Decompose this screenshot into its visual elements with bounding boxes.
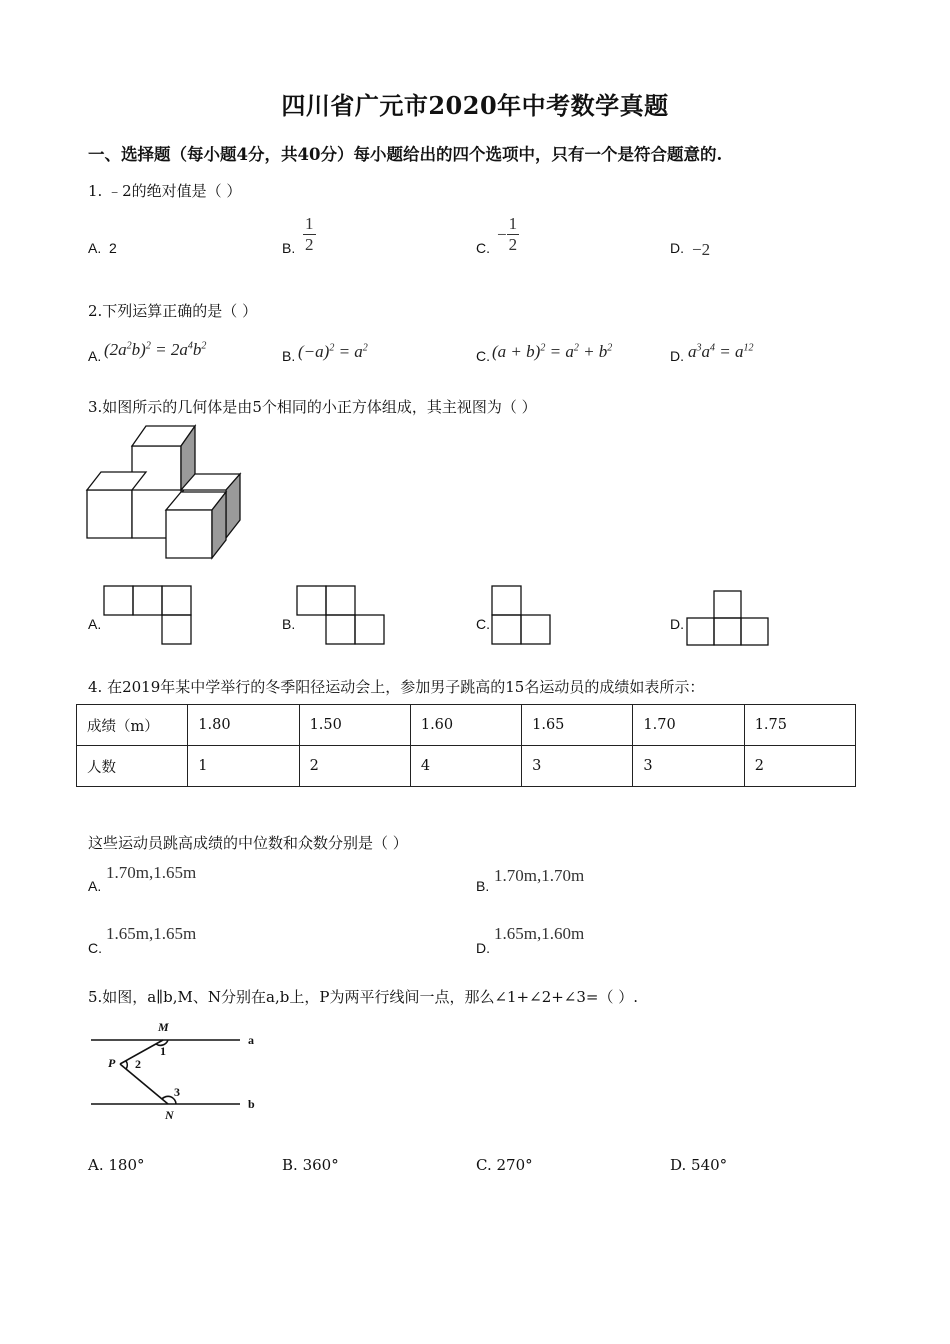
- label-1: 1: [160, 1044, 166, 1058]
- q5-c-value: 270°: [496, 1156, 533, 1174]
- q3-d-label: D.: [670, 616, 684, 632]
- table-cell: 3: [522, 746, 633, 787]
- label-P: P: [108, 1056, 116, 1070]
- q4-question: 这些运动员跳高成绩的中位数和众数分别是（ ）: [88, 834, 408, 852]
- q5-b-value: 360°: [302, 1156, 339, 1174]
- cube-left-front: [87, 490, 132, 538]
- angle-2-arc: [126, 1061, 127, 1069]
- cube-front-front: [166, 510, 212, 558]
- q1-d-value: −2: [692, 240, 711, 259]
- segment-pn: [120, 1064, 168, 1104]
- label-3: 3: [174, 1085, 180, 1099]
- q1-option-b-fraction: [303, 214, 316, 255]
- q5-d-value: 540°: [691, 1156, 728, 1174]
- q1-c-numerator: 1: [508, 214, 518, 233]
- label-N: N: [165, 1108, 174, 1122]
- q5-parallel-lines-figure: [88, 1018, 268, 1126]
- table-cell: 1: [188, 746, 299, 787]
- q3-option-d-view: [686, 590, 770, 646]
- q2-option-c-expression: $(a + b)^2 = a^2 + b^2$: [492, 342, 613, 361]
- q5-stem: 5.如图，a∥b,M、N分别在a,b上，P为两平行线间一点，那么∠1+∠2+∠3=（ ）.: [88, 988, 639, 1006]
- q1-c-sign: −: [497, 224, 507, 244]
- label-b: b: [248, 1097, 255, 1111]
- table-cell: 人数: [77, 746, 188, 787]
- q3-b-label: B.: [282, 616, 296, 632]
- q1-c-denominator: 2: [508, 235, 518, 254]
- q2-c-label: C.: [476, 348, 490, 364]
- table-cell: 1.50: [299, 705, 410, 746]
- section-heading: 一、选择题（每小题4分，共40分）每小题给出的四个选项中，只有一个是符合题意的.: [88, 145, 723, 164]
- label-2: 2: [135, 1057, 141, 1071]
- q3-c-label: C.: [476, 616, 490, 632]
- q3-solid-figure: [84, 420, 248, 562]
- q5-a-value: 180°: [108, 1156, 145, 1174]
- q4-c-label: C.: [88, 940, 102, 956]
- q2-d-label: D.: [670, 348, 684, 364]
- q1-stem: 1. ﹣2的绝对值是（ ）: [88, 182, 242, 200]
- cube-top-front: [132, 446, 181, 494]
- q5-option-a: [88, 1156, 145, 1174]
- q1-option-c-fraction: [497, 214, 519, 255]
- table-row: [77, 705, 856, 746]
- q5-option-c: [476, 1156, 533, 1174]
- q5-option-b: [282, 1156, 339, 1174]
- q3-stem: 3.如图所示的几何体是由5个相同的小正方体组成，其主视图为（ ）: [88, 398, 537, 416]
- table-row: [77, 746, 856, 787]
- q5-a-label: A.: [88, 1156, 104, 1174]
- q4-d-value: 1.65m,1.60m: [494, 924, 585, 943]
- table-cell: 2: [299, 746, 410, 787]
- q1-a-value: 2: [109, 240, 117, 256]
- q5-c-label: C.: [476, 1156, 492, 1174]
- q1-a-label: A.: [88, 240, 102, 256]
- q2-stem: 2.下列运算正确的是（ ）: [88, 302, 258, 320]
- table-cell: 1.60: [410, 705, 521, 746]
- q4-b-value: 1.70m,1.70m: [494, 866, 585, 885]
- q4-c-value: 1.65m,1.65m: [106, 924, 197, 943]
- table-cell: 1.65: [522, 705, 633, 746]
- q4-b-label: B.: [476, 878, 490, 894]
- table-cell: 4: [410, 746, 521, 787]
- q4-d-label: D.: [476, 940, 490, 956]
- page-title: 四川省广元市2020年中考数学真题: [281, 91, 669, 120]
- q5-b-label: B.: [282, 1156, 298, 1174]
- q4-a-label: A.: [88, 878, 102, 894]
- q1-option-a: [88, 240, 117, 256]
- q2-a-label: A.: [88, 348, 102, 364]
- q1-b-label: B.: [282, 240, 296, 256]
- table-cell: 2: [744, 746, 855, 787]
- q5-option-d: [670, 1156, 727, 1174]
- q5-d-label: D.: [670, 1156, 687, 1174]
- table-cell: 3: [633, 746, 744, 787]
- q3-option-b-view: [296, 585, 386, 645]
- table-cell: 1.70: [633, 705, 744, 746]
- q1-c-label: C.: [476, 240, 490, 256]
- q3-a-label: A.: [88, 616, 102, 632]
- q1-b-denominator: 2: [305, 235, 314, 254]
- q1-b-numerator: 1: [305, 214, 314, 233]
- q1-d-label: D.: [670, 240, 684, 256]
- label-a: a: [248, 1033, 254, 1047]
- label-M: M: [158, 1020, 169, 1034]
- score-table: [76, 704, 856, 787]
- table-cell: 1.75: [744, 705, 855, 746]
- q2-option-d-expression: $a^3a^4 = a^{12}$: [688, 342, 754, 361]
- q4-stem: 4. 在2019年某中学举行的冬季阳径运动会上，参加男子跳高的15名运动员的成绩如表所示：: [88, 678, 705, 696]
- q4-a-value: 1.70m,1.65m: [106, 863, 197, 882]
- q3-option-a-view: [103, 585, 193, 645]
- table-cell: 成绩（m）: [77, 705, 188, 746]
- q2-option-a-expression: $(2a^2b)^2 = 2a^4b^2$: [104, 340, 207, 359]
- q2-b-label: B.: [282, 348, 296, 364]
- q3-option-c-view: [491, 585, 555, 645]
- table-cell: 1.80: [188, 705, 299, 746]
- q2-option-b-expression: $(-a)^2 = a^2$: [298, 342, 368, 361]
